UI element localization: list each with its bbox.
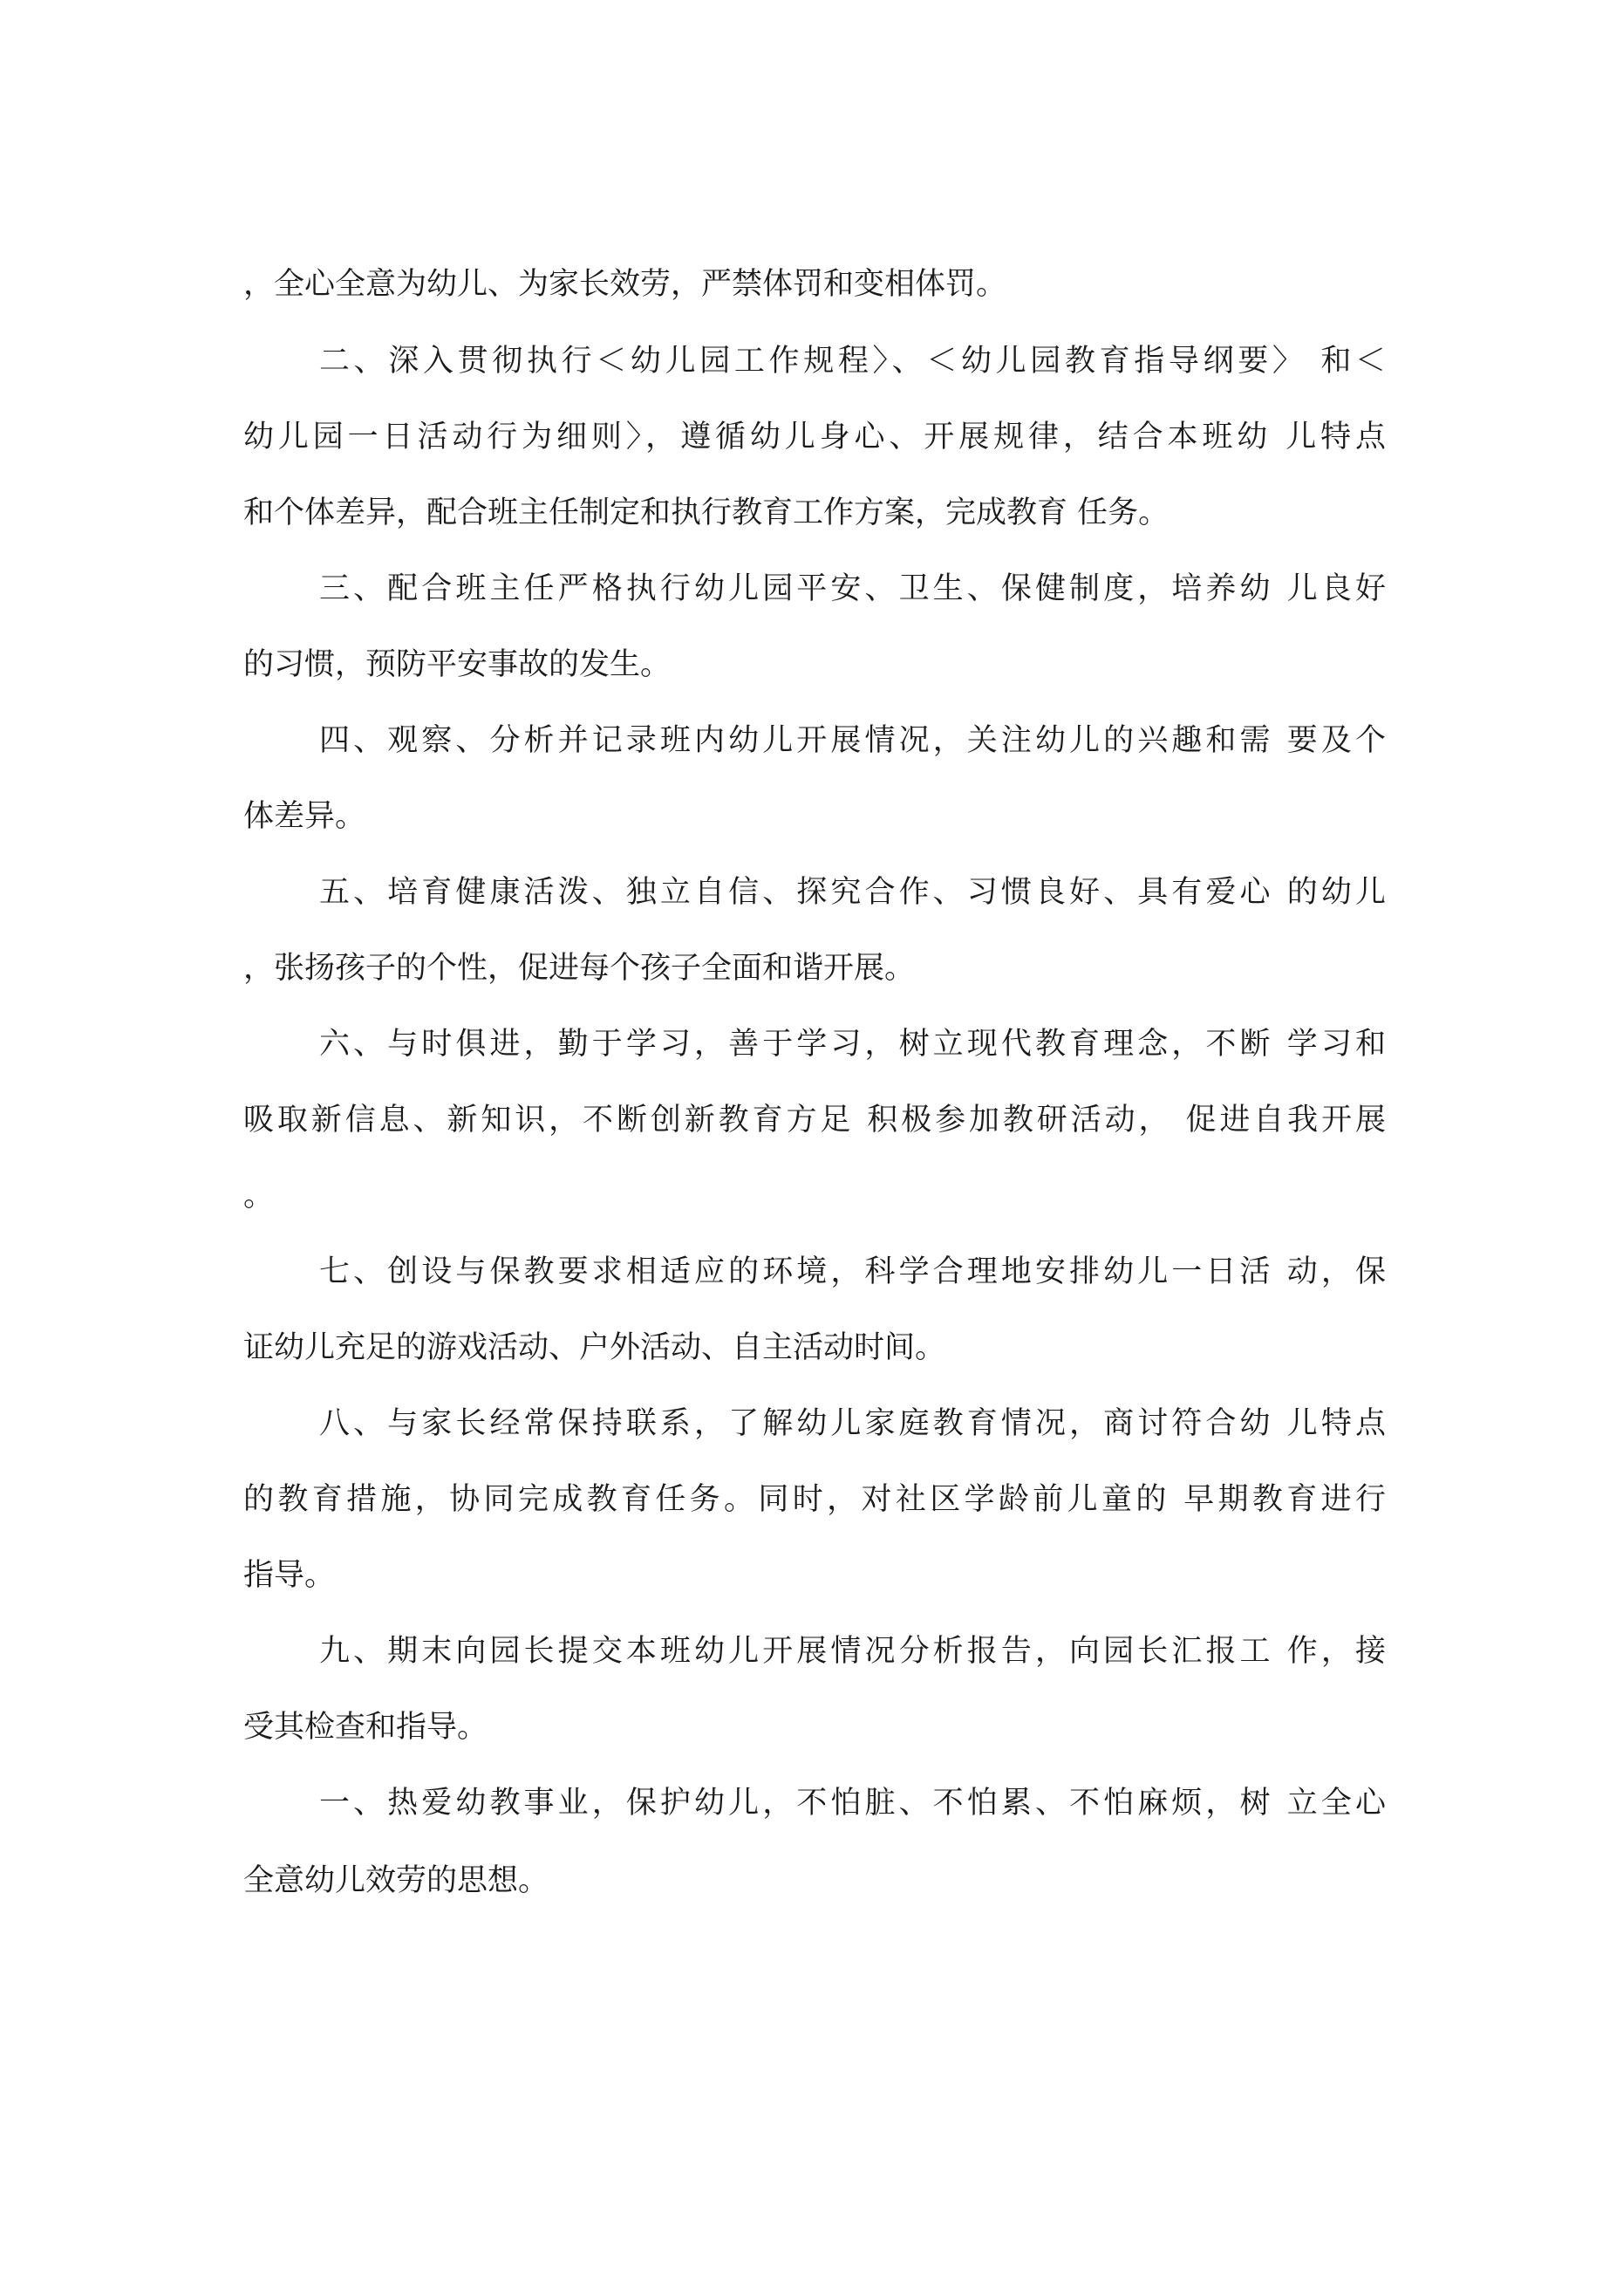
text-line: 五、培育健康活泼、独立自信、探究合作、习惯良好、具有爱心 的幼儿 <box>319 875 1386 910</box>
text-line: ，全心全意为幼儿、为家长效劳，严禁体罚和变相体罚。 <box>243 267 1007 302</box>
text-line: 四、观察、分析并记录班内幼儿开展情况，关注幼儿的兴趣和需 要及个 <box>319 723 1386 758</box>
text-line: 幼儿园一日活动行为细则〉，遵循幼儿身心、开展规律，结合本班幼 儿特点 <box>243 420 1386 454</box>
text-line: 二、深入贯彻执行＜幼儿园工作规程〉、＜幼儿园教育指导纲要〉 和＜ <box>319 344 1386 379</box>
text-line: 九、期末向园长提交本班幼儿开展情况分析报告，向园长汇报工 作，接 <box>319 1634 1386 1669</box>
text-line: 八、与家长经常保持联系，了解幼儿家庭教育情况，商讨符合幼 儿特点 <box>319 1406 1386 1441</box>
text-line: 。 <box>243 1179 275 1213</box>
text-line: 体差异。 <box>243 799 366 834</box>
text-line: 的习惯，预防平安事故的发生。 <box>243 647 672 682</box>
text-line: 吸取新信息、新知识，不断创新教育方足 积极参加教研活动， 促进自我开展 <box>243 1103 1386 1138</box>
text-line: 六、与时俱进，勤于学习，善于学习，树立现代教育理念，不断 学习和 <box>319 1027 1386 1062</box>
text-line: 指导。 <box>243 1558 336 1593</box>
text-line: 七、创设与保教要求相适应的环境，科学合理地安排幼儿一日活 动，保 <box>319 1254 1386 1289</box>
text-line: 受其检查和指导。 <box>243 1710 488 1745</box>
text-line: 一、热爱幼教事业，保护幼儿，不怕脏、不怕累、不怕麻烦，树 立全心 <box>319 1786 1386 1821</box>
text-line: 三、配合班主任严格执行幼儿园平安、卫生、保健制度，培养幼 儿良好 <box>319 571 1386 606</box>
text-line: 全意幼儿效劳的思想。 <box>243 1863 549 1898</box>
text-line: ，张扬孩子的个性，促进每个孩子全面和谐开展。 <box>243 951 916 986</box>
text-line: 的教育措施，协同完成教育任务。同时，对社区学龄前儿童的 早期教育进行 <box>243 1482 1386 1517</box>
text-line: 和个体差异，配合班主任制定和执行教育工作方案，完成教育 任务。 <box>243 495 1170 530</box>
text-line: 证幼儿充足的游戏活动、户外活动、自主活动时间。 <box>243 1330 946 1365</box>
